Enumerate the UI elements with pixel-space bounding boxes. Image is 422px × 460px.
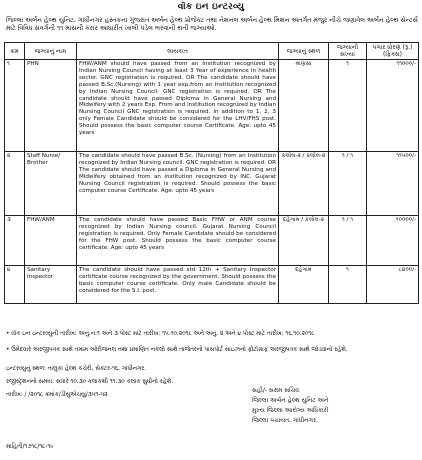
intro-paragraph: જિલ્લા અર્બન હેલ્થ યુનિટ, ગાંધીનગર હસ્તકના ગુજરાત અર્બન હેલ્થ પ્રોજેક્ટ તથા નેશનલ અર્બન હેલ્થ મિશન અંતર્ગત મંજુર નીચે જણાવેલ અર્બન હેલ્થ સેન્ટર્સ માટે વિવિધ સંવર્ગની ૧૧ માસની કરાર આધારીત ખાલી પડેલ ભરવાની થતી જગ્યાઓ. xyxy=(6,16,418,32)
row-count: ૧ / ૧ xyxy=(329,152,367,216)
signature-block xyxy=(252,386,418,426)
table-row xyxy=(5,152,419,216)
header-pay: પગાર ધોરણ (રૂ.) (ફિક્સ) xyxy=(367,43,419,60)
row-place: દહેગામ xyxy=(279,266,329,304)
row-count: ૧ xyxy=(329,266,367,304)
signature-line: જિલ્લા પંચાયત, ગાંધીનગર. xyxy=(252,417,318,424)
row-post: FHW/ANM xyxy=(25,216,77,266)
vacancy-table xyxy=(4,42,419,304)
row-qualification: The candidate should have passed Basic FHW or ANM course recognized by Indian Nursing council. Gujarat Nursing Council registration is required. Only Female Candidate should be considered for the FHW post. Should possess the basic computer course certificate. Age: upto 45 years xyxy=(77,216,279,266)
header-sr: ક્રમ xyxy=(5,43,25,60)
page-title: વૉક ઇન ઇન્ટરવ્યુ xyxy=(177,2,245,12)
row-sr: ૨ xyxy=(5,152,25,216)
registration-line: રજીસ્ટ્રેશનનો સમય: સવારે ૧૦.૩૦ કલાકથી ૧૧.૩૦ કલાક સુધીનો રહેશે. xyxy=(6,379,174,385)
row-post: Sanitary Inspector xyxy=(25,266,77,304)
row-place: માણસા xyxy=(279,60,329,152)
row-pay: ૮૪૦૦/- xyxy=(367,266,419,304)
table-row xyxy=(5,266,419,304)
row-pay: ૧૧૫૦૦/- xyxy=(367,152,419,216)
signature-line: જિલ્લા અર્બન હેલ્થ યુનિટ અને xyxy=(252,397,329,404)
row-count: ૧ xyxy=(329,60,367,152)
table-header-row xyxy=(5,43,419,60)
table-row xyxy=(5,60,419,152)
row-post: PHN xyxy=(25,60,77,152)
header-place: જગ્યાનું સ્થળ xyxy=(279,43,329,60)
signature-line: મુખ્ય જિલ્લા આરોગ્ય અધિકારી xyxy=(252,407,329,414)
row-qualification: The candidate should have passed B.Sc. (Nursing) from an Institution recognized by Indian Nursing council. GNC registration is required. OR The candidate should have passed a Diploma in General Nursing and Midwifery obtained from an institution recognized by INC. Gujarat Nursing Council registration is required. Should possess the basic computer course Certificate. Age: upto 45 years xyxy=(77,152,279,216)
row-place: કલોલ-૨ / કલોલ-૨ xyxy=(279,152,329,216)
row-qualification: The candidate should have passed std 12th + Sanitary Inspector certificate course recognized by the government. Should possess the basic computer course certificate. Only male Candidate should be considered for the S.I. post. xyxy=(77,266,279,304)
table-row xyxy=(5,216,419,266)
row-sr: ૩ xyxy=(5,216,25,266)
row-qualification: FHW/ANM should have passed from an Institution recognized by Indian Nursing Council having at least 3 Year of experience in health sector. GNC registration is required. OR The candidate should have passed B.Sc.(Nursing) with 1 year exp.from an Institution recognized by Indian Nursing Council. GNC registration is required. OR The candidate should have passed Diploma in General Nursing and Midwifery with 2 years Exp. From and institution recognized by Indian Nursing Council GNC registration is required. In addition to 1, 2, 3 only Female Candidate should be considered for the LHV/FHS post. Should possess the basic computer course Certificate. Age: upto 45 years xyxy=(77,60,279,152)
date-reference-line: તારીખ: / /૨૦૧૮ ક્રમાંક/ડીયુએચયુ/૩૫૧-૫૨ xyxy=(6,392,108,398)
signature-line: સહી/- સક્ષમ સચિવ xyxy=(252,387,300,394)
note-documents: • ઉમેદવારે અરજીપત્રક સાથે તમામ ઓરીજનલ તથા પ્રમાણિત નકલો સાથે તાજેતરનો પાસપોર્ટ સાઇઝનો ફોટોગ્રાફ અરજીપત્રક સાથે જોડવાનો રહેશે. xyxy=(6,347,348,353)
header-post: જગ્યાનું નામ xyxy=(25,43,77,60)
row-sr: ૪ xyxy=(5,266,25,304)
row-pay: ૧૧૦૦૦/- xyxy=(367,60,419,152)
row-post: Staff Nurse/ Brother xyxy=(25,152,77,216)
header-count: જગ્યાની સંખ્યા xyxy=(329,43,367,60)
row-sr: ૧ xyxy=(5,60,25,152)
venue-line: ઇન્ટરવ્યુનું સ્થળ: તાલુકા હેલ્થ કચેરી, સેક્ટર-૧૬, ગાંધીનગર. xyxy=(6,366,147,372)
note-interview-dates: • વૉક ઇન ઇન્ટરવ્યુની તારીખ: અનુ.નં.૧ અને ૩ પોસ્ટ માટે તારીખ: ૧૫.૧૦.૨૦૧૮ અને અનુ. ૨ અને ૪ પોસ્ટ માટે તારીખ: ૧૬.૧૦.૨૦૧૮ xyxy=(6,331,315,337)
footer-reference: માહિતી/૧૭૧૮/૧૮-૧૯ xyxy=(6,444,54,450)
row-place: દહેગામ / કલોલ-૨ xyxy=(279,216,329,266)
row-pay: ૧૦૦૦૦/- xyxy=(367,216,419,266)
header-qualification: લાયકાત xyxy=(77,43,279,60)
row-count: ૧ / ૧ xyxy=(329,216,367,266)
